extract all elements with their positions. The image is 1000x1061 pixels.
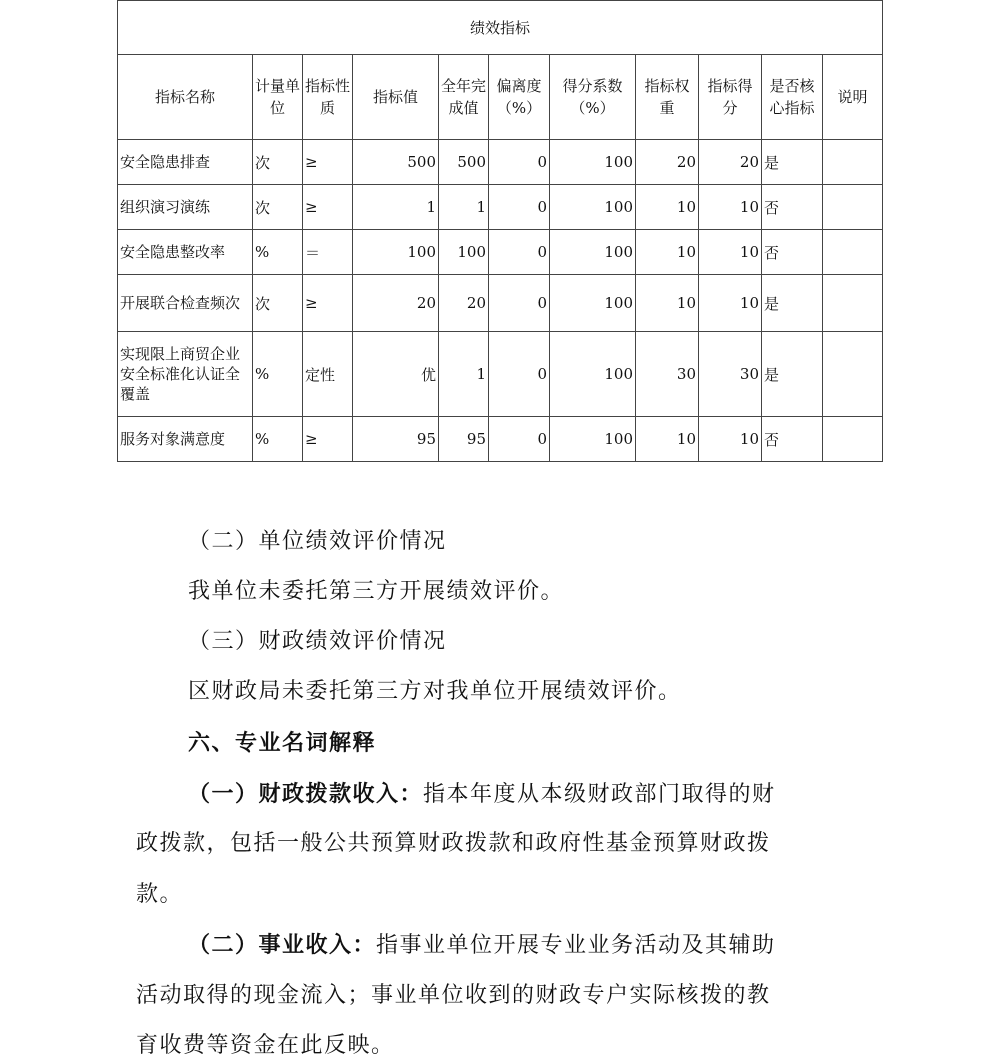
cell-coef: 100 <box>550 332 636 417</box>
definition-line <box>188 930 776 961</box>
cell-weight: 10 <box>636 417 699 462</box>
cell-deviation: 0 <box>489 185 550 230</box>
cell-score: 20 <box>699 140 762 185</box>
cell-deviation: 0 <box>489 140 550 185</box>
table-row <box>118 275 883 332</box>
header-cell: 指标权重 <box>636 55 699 140</box>
cell-target: 1 <box>353 185 439 230</box>
cell-target: 500 <box>353 140 439 185</box>
cell-nature: ＝ <box>303 230 353 275</box>
cell-note <box>823 185 883 230</box>
cell-core: 否 <box>762 185 823 230</box>
cell-coef: 100 <box>550 417 636 462</box>
header-cell: 全年完成值 <box>439 55 489 140</box>
definition-text: 指本年度从本级财政部门取得的财 <box>423 782 776 807</box>
table-caption: 绩效指标 <box>118 1 883 55</box>
table-row <box>118 185 883 230</box>
cell-deviation: 0 <box>489 275 550 332</box>
cell-note <box>823 332 883 417</box>
cell-actual: 1 <box>439 185 489 230</box>
cell-name: 服务对象满意度 <box>118 417 253 462</box>
cell-nature: ≥ <box>303 185 353 230</box>
cell-unit: 次 <box>253 185 303 230</box>
table-row <box>118 332 883 417</box>
definition-line: 育收费等资金在此反映。 <box>136 1033 395 1058</box>
cell-coef: 100 <box>550 185 636 230</box>
section-title-finance-evaluation: （三）财政绩效评价情况 <box>188 629 447 654</box>
cell-coef: 100 <box>550 230 636 275</box>
cell-actual: 100 <box>439 230 489 275</box>
cell-actual: 500 <box>439 140 489 185</box>
definition-line <box>188 779 776 810</box>
cell-target: 20 <box>353 275 439 332</box>
cell-target: 100 <box>353 230 439 275</box>
cell-actual: 1 <box>439 332 489 417</box>
cell-core: 否 <box>762 417 823 462</box>
cell-core: 是 <box>762 140 823 185</box>
header-cell: 是否核心指标 <box>762 55 823 140</box>
cell-core: 是 <box>762 332 823 417</box>
cell-name: 实现限上商贸企业安全标准化认证全覆盖 <box>118 332 253 417</box>
cell-target: 优 <box>353 332 439 417</box>
cell-name: 开展联合检查频次 <box>118 275 253 332</box>
cell-weight: 30 <box>636 332 699 417</box>
cell-score: 10 <box>699 417 762 462</box>
table-row <box>118 140 883 185</box>
cell-unit: % <box>253 230 303 275</box>
cell-unit: % <box>253 417 303 462</box>
cell-unit: % <box>253 332 303 417</box>
cell-score: 10 <box>699 230 762 275</box>
definition-line: 款。 <box>136 882 184 907</box>
cell-weight: 10 <box>636 185 699 230</box>
definition-text: 指事业单位开展专业业务活动及其辅助 <box>376 933 776 958</box>
heading-terms: 六、专业名词解释 <box>188 730 377 756</box>
header-cell: 指标性质 <box>303 55 353 140</box>
cell-nature: ≥ <box>303 140 353 185</box>
cell-target: 95 <box>353 417 439 462</box>
cell-score: 10 <box>699 275 762 332</box>
paragraph-unit-evaluation: 我单位未委托第三方开展绩效评价。 <box>188 579 565 604</box>
cell-note <box>823 230 883 275</box>
cell-note <box>823 417 883 462</box>
cell-nature: 定性 <box>303 332 353 417</box>
table-row <box>118 230 883 275</box>
cell-note <box>823 275 883 332</box>
section-title-unit-evaluation: （二）单位绩效评价情况 <box>188 529 447 554</box>
term-business-income: （二）事业收入： <box>188 932 377 958</box>
cell-name: 安全隐患整改率 <box>118 230 253 275</box>
cell-weight: 20 <box>636 140 699 185</box>
cell-score: 30 <box>699 332 762 417</box>
table-header-row <box>118 55 883 140</box>
cell-score: 10 <box>699 185 762 230</box>
term-fiscal-appropriation: （一）财政拨款收入： <box>188 781 424 807</box>
header-cell: 指标得分 <box>699 55 762 140</box>
definition-line: 政拨款，包括一般公共预算财政拨款和政府性基金预算财政拨 <box>136 831 771 856</box>
header-cell: 指标值 <box>353 55 439 140</box>
header-cell: 计量单位 <box>253 55 303 140</box>
performance-table <box>117 0 883 462</box>
cell-nature: ≥ <box>303 275 353 332</box>
cell-core: 否 <box>762 230 823 275</box>
cell-coef: 100 <box>550 140 636 185</box>
cell-actual: 20 <box>439 275 489 332</box>
cell-name: 安全隐患排查 <box>118 140 253 185</box>
cell-unit: 次 <box>253 275 303 332</box>
cell-weight: 10 <box>636 230 699 275</box>
cell-deviation: 0 <box>489 417 550 462</box>
header-cell: 说明 <box>823 55 883 140</box>
cell-deviation: 0 <box>489 332 550 417</box>
cell-nature: ≥ <box>303 417 353 462</box>
cell-coef: 100 <box>550 275 636 332</box>
cell-name: 组织演习演练 <box>118 185 253 230</box>
header-cell: 偏离度（%） <box>489 55 550 140</box>
cell-unit: 次 <box>253 140 303 185</box>
cell-actual: 95 <box>439 417 489 462</box>
header-cell: 得分系数（%） <box>550 55 636 140</box>
header-cell: 指标名称 <box>118 55 253 140</box>
cell-weight: 10 <box>636 275 699 332</box>
paragraph-finance-evaluation: 区财政局未委托第三方对我单位开展绩效评价。 <box>188 679 682 704</box>
cell-deviation: 0 <box>489 230 550 275</box>
definition-line: 活动取得的现金流入；事业单位收到的财政专户实际核拨的教 <box>136 983 771 1008</box>
cell-core: 是 <box>762 275 823 332</box>
table-row <box>118 417 883 462</box>
cell-note <box>823 140 883 185</box>
